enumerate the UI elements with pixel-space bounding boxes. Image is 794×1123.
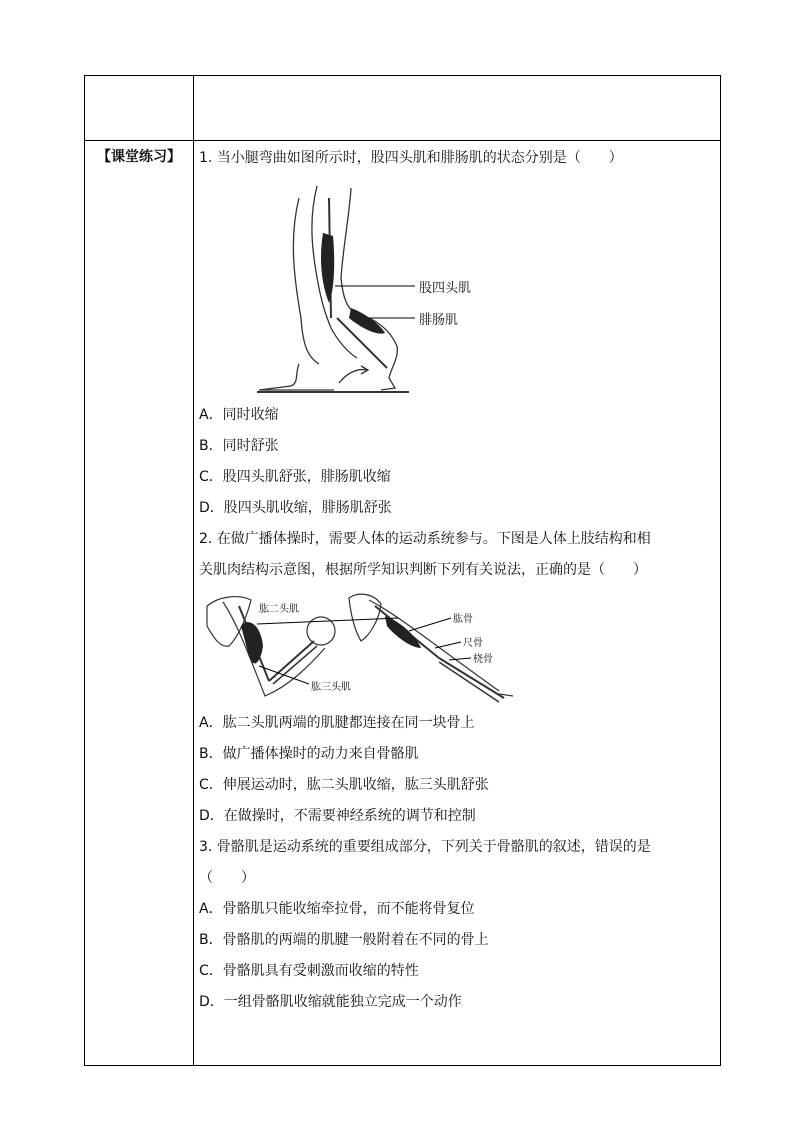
biceps-label: 肱二头肌 bbox=[259, 604, 299, 615]
exercise-content bbox=[199, 143, 717, 1018]
row-divider bbox=[85, 140, 720, 141]
gastrocnemius-label: 腓肠肌 bbox=[419, 313, 459, 328]
question-1-option-b: B．同时舒张 bbox=[199, 438, 279, 454]
humerus-label: 肱骨 bbox=[453, 614, 473, 625]
arm-figure bbox=[199, 586, 519, 706]
column-divider bbox=[193, 76, 194, 1065]
question-1-option-d: D．股四头肌收缩，腓肠肌舒张 bbox=[199, 500, 392, 516]
question-2-option-b: B．做广播体操时的动力来自骨骼肌 bbox=[199, 746, 419, 762]
quadriceps-label: 股四头肌 bbox=[419, 281, 472, 296]
question-3-option-c: C．骨骼肌具有受刺激而收缩的特性 bbox=[199, 963, 419, 979]
radius-label: 桡骨 bbox=[473, 654, 493, 665]
triceps-label: 肱三头肌 bbox=[311, 682, 351, 693]
question-3-option-b: B．骨骼肌的两端的肌腱一般附着在不同的骨上 bbox=[199, 932, 489, 948]
lesson-table bbox=[84, 75, 721, 1066]
question-2-stem-line-1: 2. 在做广播体操时，需要人体的运动系统参与。下图是人体上肢结构和相 bbox=[199, 531, 651, 547]
question-2-option-a: A．肱二头肌两端的肌腱都连接在同一块骨上 bbox=[199, 715, 475, 731]
question-1-option-a: A．同时收缩 bbox=[199, 407, 279, 423]
question-2-option-c: C．伸展运动时，肱二头肌收缩，肱三头肌舒张 bbox=[199, 777, 489, 793]
section-label: 【课堂练习】 bbox=[97, 149, 181, 165]
question-3-stem-line-2: （ ） bbox=[199, 870, 255, 886]
leg-figure bbox=[239, 178, 499, 396]
question-3-stem-line-1: 3. 骨骼肌是运动系统的重要组成部分，下列关于骨骼肌的叙述，错误的是 bbox=[199, 839, 651, 855]
question-3-option-a: A．骨骼肌只能收缩牵拉骨，而不能将骨复位 bbox=[199, 901, 475, 917]
question-1-option-c: C．股四头肌舒张，腓肠肌收缩 bbox=[199, 469, 391, 485]
question-2-stem-line-2: 关肌肉结构示意图，根据所学知识判断下列有关说法，正确的是（ ） bbox=[199, 562, 647, 578]
question-2-option-d: D．在做操时，不需要神经系统的调节和控制 bbox=[199, 808, 476, 824]
question-1-stem: 1. 当小腿弯曲如图所示时，股四头肌和腓肠肌的状态分别是（ ） bbox=[199, 150, 623, 166]
question-3-option-d: D．一组骨骼肌收缩就能独立完成一个动作 bbox=[199, 994, 462, 1010]
ulna-label: 尺骨 bbox=[463, 638, 483, 649]
